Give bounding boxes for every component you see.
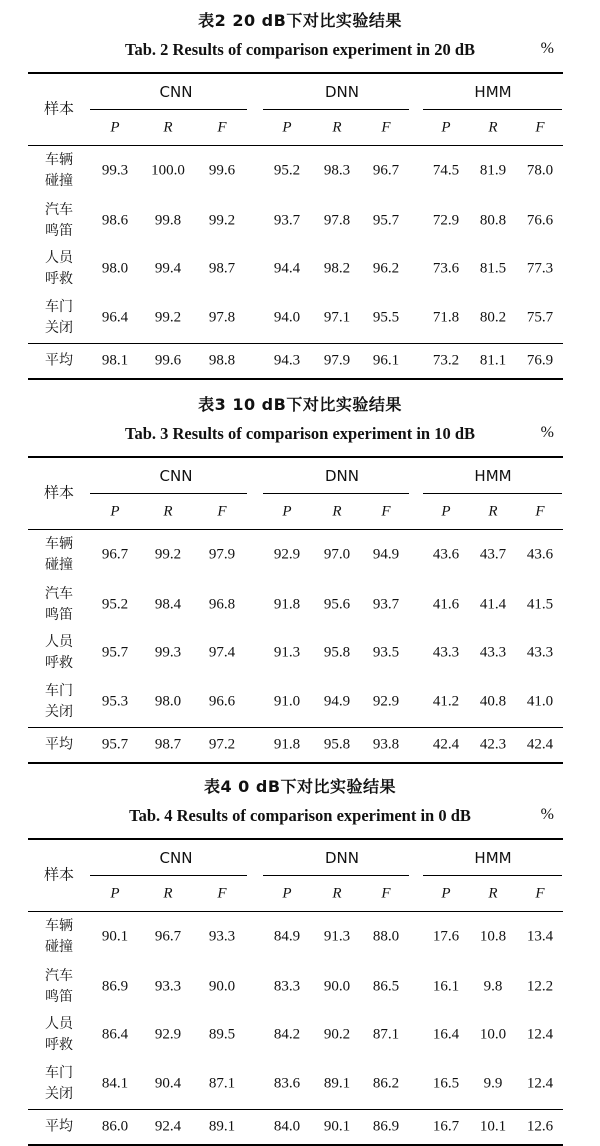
row-label: 车辆碰撞 [45, 918, 73, 955]
table-cell: 98.6 [101, 212, 129, 229]
row-label: 汽车鸣笛 [45, 968, 73, 1005]
table-cell: 91.0 [273, 693, 301, 710]
metric-header: P [282, 119, 292, 136]
average-cell: 73.2 [432, 352, 460, 369]
table-cell: 96.4 [101, 309, 129, 326]
average-cell: 42.4 [526, 736, 554, 753]
table-cell: 41.5 [526, 596, 554, 613]
table-unit: % [540, 40, 554, 57]
table-cell: 83.6 [273, 1075, 301, 1092]
table-cell: 73.6 [432, 260, 460, 277]
table-cell: 89.5 [208, 1026, 236, 1043]
table-cell: 93.3 [154, 978, 182, 995]
row-label: 车辆碰撞 [45, 536, 73, 573]
bottom-rule [28, 378, 563, 380]
average-cell: 95.8 [323, 736, 351, 753]
table-cell: 93.7 [273, 212, 301, 229]
row-label: 人员呼救 [45, 250, 73, 287]
row-label: 人员呼救 [45, 634, 73, 671]
table-cell: 90.2 [323, 1026, 351, 1043]
table-cell: 17.6 [432, 928, 460, 945]
table-cell: 94.9 [372, 546, 400, 563]
group-rule [423, 109, 562, 110]
row-label: 汽车鸣笛 [45, 202, 73, 239]
row-label: 车门关闭 [45, 683, 73, 720]
table-cell: 43.3 [432, 644, 460, 661]
table-cell: 40.8 [479, 693, 507, 710]
table-cell: 97.0 [323, 546, 351, 563]
results-table-4 [0, 766, 600, 1146]
bottom-rule [28, 762, 563, 764]
group-header: CNN [159, 83, 193, 101]
group-rule [263, 109, 409, 110]
table-cell: 97.8 [208, 309, 236, 326]
row-label: 车辆碰撞 [45, 152, 73, 189]
average-cell: 10.1 [479, 1118, 507, 1135]
header-rule [28, 145, 563, 146]
table-cell: 98.2 [323, 260, 351, 277]
average-cell: 42.3 [479, 736, 507, 753]
average-cell: 16.7 [432, 1118, 460, 1135]
average-rule [28, 1109, 563, 1110]
group-header: CNN [159, 467, 193, 485]
metric-header: F [381, 885, 391, 902]
average-rule [28, 343, 563, 344]
average-cell: 98.1 [101, 352, 129, 369]
table-cell: 84.2 [273, 1026, 301, 1043]
table-cell: 99.3 [154, 644, 182, 661]
table-cell: 94.0 [273, 309, 301, 326]
table-cell: 43.3 [526, 644, 554, 661]
average-cell: 76.9 [526, 352, 554, 369]
table-cell: 90.4 [154, 1075, 182, 1092]
table-cell: 16.5 [432, 1075, 460, 1092]
table-title-cn: 表4 0 dB下对比实验结果 [203, 777, 397, 796]
table-cell: 97.9 [208, 546, 236, 563]
group-rule [90, 875, 247, 876]
group-rule [90, 493, 247, 494]
table-cell: 95.3 [101, 693, 129, 710]
table-cell: 83.3 [273, 978, 301, 995]
metric-header: R [488, 119, 498, 136]
table-cell: 43.6 [526, 546, 554, 563]
table-cell: 91.3 [323, 928, 351, 945]
average-label: 平均 [45, 1118, 73, 1135]
group-rule [263, 875, 409, 876]
table-cell: 93.7 [372, 596, 400, 613]
table-unit: % [540, 424, 554, 441]
metric-header: P [110, 885, 120, 902]
results-table-2 [0, 0, 600, 380]
metric-header: R [332, 503, 342, 520]
table-cell: 91.3 [273, 644, 301, 661]
group-header: HMM [474, 849, 512, 867]
average-cell: 86.9 [372, 1118, 400, 1135]
average-cell: 99.6 [154, 352, 182, 369]
table-cell: 90.1 [101, 928, 129, 945]
table-cell: 88.0 [372, 928, 400, 945]
average-cell: 98.7 [154, 736, 182, 753]
group-rule [263, 493, 409, 494]
table-cell: 98.3 [323, 162, 351, 179]
average-cell: 86.0 [101, 1118, 129, 1135]
table-cell: 91.8 [273, 596, 301, 613]
table-cell: 72.9 [432, 212, 460, 229]
table-cell: 96.6 [208, 693, 236, 710]
table-cell: 99.2 [154, 546, 182, 563]
table-cell: 76.6 [526, 212, 554, 229]
results-table-3 [0, 384, 600, 764]
row-label: 汽车鸣笛 [45, 586, 73, 623]
group-header: HMM [474, 467, 512, 485]
table-cell: 12.4 [526, 1026, 554, 1043]
table-cell: 86.5 [372, 978, 400, 995]
table-title-en: Tab. 2 Results of comparison experiment in 20 dB [124, 40, 476, 59]
average-rule [28, 727, 563, 728]
metric-header: R [332, 885, 342, 902]
table-cell: 98.4 [154, 596, 182, 613]
table-cell: 98.0 [154, 693, 182, 710]
row-label: 车门关闭 [45, 1065, 73, 1102]
table-cell: 96.8 [208, 596, 236, 613]
average-cell: 97.9 [323, 352, 351, 369]
table-cell: 80.2 [479, 309, 507, 326]
table-cell: 87.1 [208, 1075, 236, 1092]
group-rule [423, 493, 562, 494]
average-cell: 84.0 [273, 1118, 301, 1135]
table-cell: 95.8 [323, 644, 351, 661]
header-rule [28, 529, 563, 530]
table-cell: 95.6 [323, 596, 351, 613]
table-cell: 16.4 [432, 1026, 460, 1043]
metric-header: F [535, 503, 545, 520]
metric-header: P [441, 119, 451, 136]
table-title-cn: 表2 20 dB下对比实验结果 [198, 11, 402, 30]
table-cell: 71.8 [432, 309, 460, 326]
table-cell: 78.0 [526, 162, 554, 179]
sample-header: 样本 [43, 99, 75, 118]
table-cell: 43.3 [479, 644, 507, 661]
metric-header: R [163, 119, 173, 136]
table-cell: 97.4 [208, 644, 236, 661]
table-cell: 43.7 [479, 546, 507, 563]
group-header: HMM [474, 83, 512, 101]
table-cell: 86.2 [372, 1075, 400, 1092]
table-cell: 95.5 [372, 309, 400, 326]
table-cell: 43.6 [432, 546, 460, 563]
table-cell: 90.0 [323, 978, 351, 995]
table-cell: 94.9 [323, 693, 351, 710]
table-cell: 89.1 [323, 1075, 351, 1092]
table-cell: 80.8 [479, 212, 507, 229]
average-cell: 95.7 [101, 736, 129, 753]
table-cell: 92.9 [372, 693, 400, 710]
table-cell: 9.9 [483, 1075, 503, 1092]
table-cell: 87.1 [372, 1026, 400, 1043]
table-cell: 10.0 [479, 1026, 507, 1043]
top-rule [28, 456, 563, 458]
metric-header: P [110, 119, 120, 136]
average-cell: 12.6 [526, 1118, 554, 1135]
row-label: 人员呼救 [45, 1016, 73, 1053]
metric-header: P [282, 885, 292, 902]
table-cell: 99.4 [154, 260, 182, 277]
top-rule [28, 838, 563, 840]
average-label: 平均 [45, 352, 73, 369]
average-cell: 98.8 [208, 352, 236, 369]
table-cell: 12.4 [526, 1075, 554, 1092]
group-rule [90, 109, 247, 110]
table-cell: 99.3 [101, 162, 129, 179]
group-header: DNN [325, 83, 359, 101]
metric-header: F [217, 885, 227, 902]
header-rule [28, 911, 563, 912]
table-cell: 95.7 [101, 644, 129, 661]
group-header: DNN [325, 467, 359, 485]
table-cell: 99.2 [154, 309, 182, 326]
table-unit: % [540, 806, 554, 823]
table-cell: 97.1 [323, 309, 351, 326]
metric-header: R [488, 885, 498, 902]
table-cell: 96.7 [154, 928, 182, 945]
table-cell: 95.7 [372, 212, 400, 229]
table-cell: 90.0 [208, 978, 236, 995]
top-rule [28, 72, 563, 74]
table-cell: 95.2 [101, 596, 129, 613]
table-title-en: Tab. 4 Results of comparison experiment in 0 dB [129, 806, 471, 825]
average-cell: 90.1 [323, 1118, 351, 1135]
table-cell: 77.3 [526, 260, 554, 277]
metric-header: F [381, 119, 391, 136]
average-cell: 92.4 [154, 1118, 182, 1135]
metric-header: F [217, 119, 227, 136]
average-cell: 96.1 [372, 352, 400, 369]
average-cell: 93.8 [372, 736, 400, 753]
metric-header: R [332, 119, 342, 136]
table-cell: 84.9 [273, 928, 301, 945]
metric-header: F [381, 503, 391, 520]
table-cell: 96.7 [372, 162, 400, 179]
table-cell: 12.2 [526, 978, 554, 995]
table-cell: 16.1 [432, 978, 460, 995]
group-header: DNN [325, 849, 359, 867]
sample-header: 样本 [43, 483, 75, 502]
table-cell: 74.5 [432, 162, 460, 179]
metric-header: R [163, 503, 173, 520]
table-cell: 13.4 [526, 928, 554, 945]
table-cell: 41.6 [432, 596, 460, 613]
table-cell: 81.5 [479, 260, 507, 277]
metric-header: F [535, 885, 545, 902]
table-cell: 75.7 [526, 309, 554, 326]
table-title-cn: 表3 10 dB下对比实验结果 [198, 395, 402, 414]
table-cell: 93.3 [208, 928, 236, 945]
average-cell: 42.4 [432, 736, 460, 753]
table-cell: 92.9 [273, 546, 301, 563]
table-cell: 93.5 [372, 644, 400, 661]
average-cell: 94.3 [273, 352, 301, 369]
table-cell: 10.8 [479, 928, 507, 945]
table-cell: 86.4 [101, 1026, 129, 1043]
table-cell: 97.8 [323, 212, 351, 229]
table-cell: 92.9 [154, 1026, 182, 1043]
bottom-rule [28, 1144, 563, 1146]
average-cell: 89.1 [208, 1118, 236, 1135]
sample-header: 样本 [43, 865, 75, 884]
metric-header: P [441, 885, 451, 902]
table-cell: 96.7 [101, 546, 129, 563]
table-cell: 84.1 [101, 1075, 129, 1092]
group-header: CNN [159, 849, 193, 867]
table-cell: 94.4 [273, 260, 301, 277]
table-cell: 41.2 [432, 693, 460, 710]
table-cell: 99.8 [154, 212, 182, 229]
table-cell: 9.8 [483, 978, 503, 995]
metric-header: F [217, 503, 227, 520]
table-cell: 81.9 [479, 162, 507, 179]
average-cell: 97.2 [208, 736, 236, 753]
metric-header: R [488, 503, 498, 520]
row-label: 车门关闭 [45, 299, 73, 336]
table-cell: 96.2 [372, 260, 400, 277]
table-title-en: Tab. 3 Results of comparison experiment in 10 dB [124, 424, 476, 443]
average-cell: 91.8 [273, 736, 301, 753]
group-rule [423, 875, 562, 876]
table-cell: 99.2 [208, 212, 236, 229]
table-cell: 98.7 [208, 260, 236, 277]
table-cell: 95.2 [273, 162, 301, 179]
average-label: 平均 [45, 736, 73, 753]
table-cell: 41.4 [479, 596, 507, 613]
table-cell: 100.0 [151, 162, 185, 179]
metric-header: P [441, 503, 451, 520]
table-cell: 99.6 [208, 162, 236, 179]
table-cell: 86.9 [101, 978, 129, 995]
table-cell: 98.0 [101, 260, 129, 277]
metric-header: F [535, 119, 545, 136]
metric-header: R [163, 885, 173, 902]
metric-header: P [282, 503, 292, 520]
average-cell: 81.1 [479, 352, 507, 369]
table-cell: 41.0 [526, 693, 554, 710]
metric-header: P [110, 503, 120, 520]
